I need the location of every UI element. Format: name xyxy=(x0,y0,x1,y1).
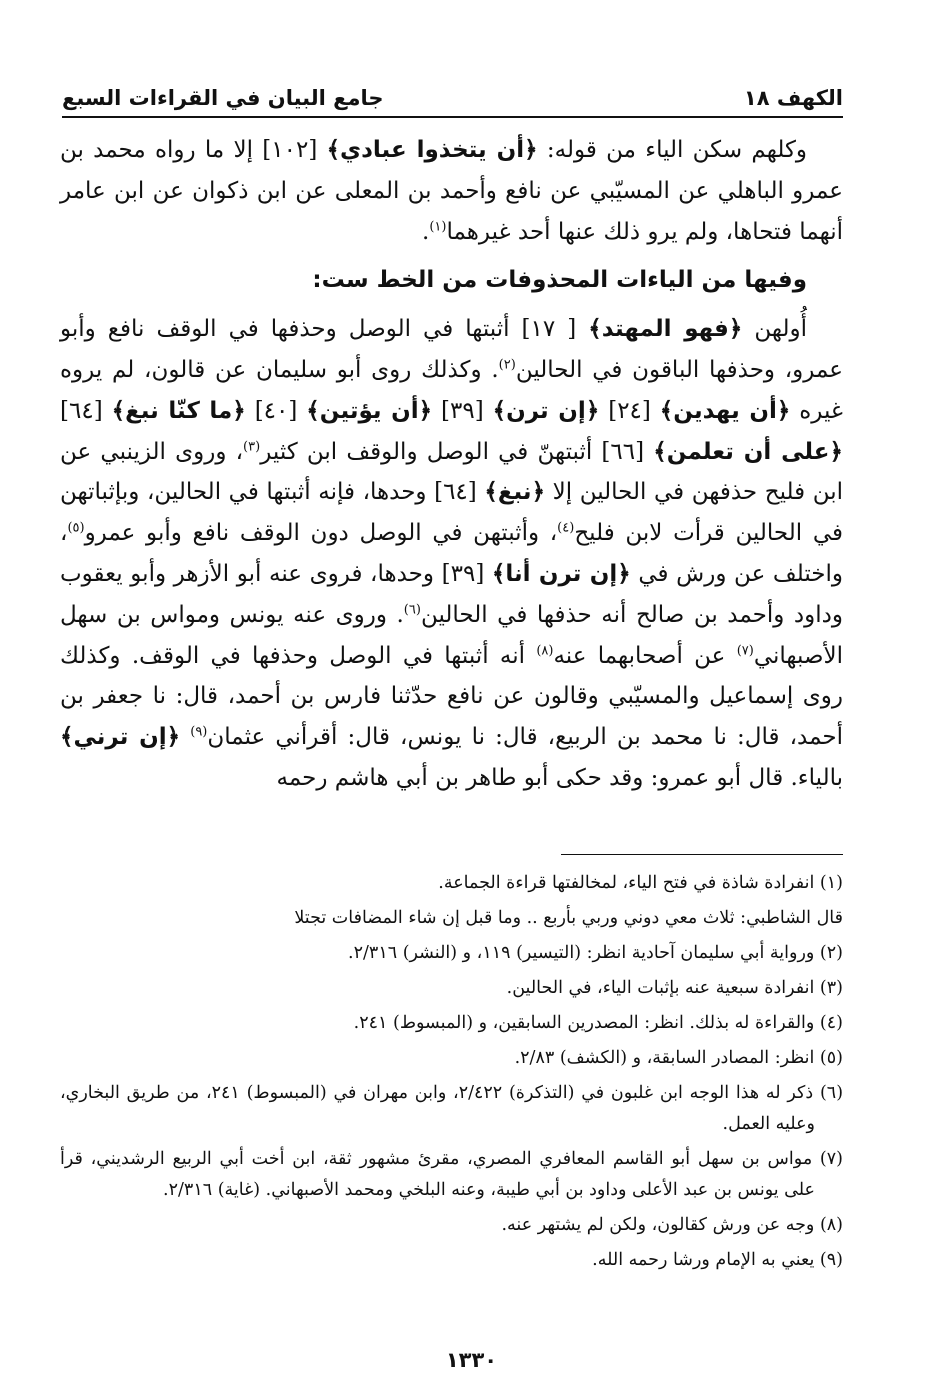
footnote-2: (٢) ورواية أبي سليمان آحادية انظر: (التيسير) ١١٩، و (النشر) ٢/٣١٦. xyxy=(348,943,843,963)
quran-quote: ﴿إن ترن﴾ xyxy=(492,397,600,424)
text-run: [٤٠] xyxy=(245,397,307,424)
footnote-9: (٩) يعني به الإمام ورشا رحمه الله. xyxy=(592,1250,843,1270)
header-surah: الكهف ١٨ xyxy=(743,86,843,110)
footnote-ref: (٨) xyxy=(536,642,554,658)
footnotes xyxy=(60,868,843,1280)
footnote-ref: (٩) xyxy=(190,724,208,740)
footnote-6: (٦) ذكر له هذا الوجه ابن غلبون في (التذكرة) ٢/٤٢٢، وابن مهران في (المبسوط) ٢٤١، من طريق البخاري، وعليه العمل. xyxy=(60,1083,844,1134)
quran-quote: ﴿ما كنّا نبغ﴾ xyxy=(111,397,246,424)
text-run: [٣٩] xyxy=(432,397,493,424)
text-run: . وروى عنه يونس ومواس بن سهل الأصبهاني xyxy=(60,601,843,669)
footnote-ref: (٤) xyxy=(557,520,575,536)
text-run: أنه أثبتها في الوصل وحذفها في الوقف. وكذلك روى إسماعيل والمسيّبي وقالون عن نافع حدّثنا فارس بن أحمد، قال: نا جعفر بن أحمد، قال: نا محمد بن الربيع، قال: نا يونس، قال: أقرأني عثمان xyxy=(60,642,843,751)
footnote-3: (٣) انفرادة سبعية عنه بإثبات الياء، في الحالين. xyxy=(506,978,843,998)
text-run: بالياء. قال أبو عمرو: وقد حكى أبو طاهر بن أبي هاشم رحمه xyxy=(276,764,843,791)
section-heading: وفيها من الياءات المحذوفات من الخط ست: xyxy=(312,267,807,294)
footnote-1: (١) انفرادة شاذة في فتح الياء، لمخالفتها قراءة الجماعة. xyxy=(438,873,843,893)
text-run: أُولهن xyxy=(742,316,807,343)
quran-quote: ﴿إن ترن أنا﴾ xyxy=(491,560,631,587)
text-run: [ ١٧] أثبتها في الوصل وحذفها في الوقف نافع وأبو عمرو، وحذفها الباقون في الحالين xyxy=(60,316,844,383)
text-run: [٦٦] أثبتهنّ في الوصل والوقف ابن كثير xyxy=(260,438,654,465)
footnote-5: (٥) انظر: المصادر السابقة، و (الكشف) ٢/٨٣. xyxy=(514,1048,843,1068)
footnote-1-verse: قال الشاطبي: ثلاث معي دوني وربي بأربع .. وما قبل إن شاء المضافات تجتلا xyxy=(294,908,843,928)
footnote-8: (٨) وجه عن ورش كقالون، ولكن لم يشتهر عنه. xyxy=(501,1215,843,1235)
quran-quote: ﴿على أن تعلمن﴾ xyxy=(653,438,843,465)
text-run: [٦٤] xyxy=(60,397,112,424)
text-run: [٢٤] xyxy=(599,397,660,424)
header-book-title: جامع البيان في القراءات السبع xyxy=(62,86,384,110)
page-number: ١٣٣٠ xyxy=(445,1348,498,1372)
quran-quote: ﴿أن يتخذوا عبادي﴾ xyxy=(326,137,538,163)
footnote-ref: (١) xyxy=(429,218,447,234)
main-text xyxy=(60,130,843,799)
quran-quote: ﴿أن يؤتين﴾ xyxy=(306,397,433,424)
quran-quote: ﴿إن ترني﴾ xyxy=(60,724,181,751)
quran-quote: ﴿أن يهدين﴾ xyxy=(659,397,791,424)
text-run: ، وأثبتهن في الوصل دون الوقف نافع وأبو عمرو xyxy=(84,520,558,547)
footnote-ref: (٢) xyxy=(498,357,516,373)
footnote-ref: (٣) xyxy=(243,438,261,454)
footnote-ref: (٧) xyxy=(736,642,754,658)
paragraph-2 xyxy=(60,309,843,799)
quran-quote: ﴿نبغ﴾ xyxy=(484,479,546,506)
paragraph-1 xyxy=(60,130,843,252)
footnote-ref: (٥) xyxy=(67,520,85,536)
text-run: . xyxy=(422,218,430,245)
text-run: ، وروى الزينبي عن ابن فليح حذفهن في الحالين إلا xyxy=(60,438,843,506)
text-run: عن أصحابهما عنه xyxy=(553,642,737,669)
footnote-7: (٧) مواس بن سهل أبو القاسم المعافري المصري، مقرئ مشهور ثقة، ابن أخت أبي الربيع الرشديني، قرأ على يونس بن عبد الأعلى وداود بن أبي طيبة، وعنه البلخي ومحمد الأصبهاني. (غاية) ٢/٣١٦. xyxy=(60,1149,843,1200)
text-run: [٣٩] وحدها، فروى عنه أبو الأزهر وأبو يعقوب وداود وأحمد بن صالح أنه حذفها في الحالين xyxy=(60,560,844,628)
footnote-4: (٤) والقراءة له بذلك. انظر: المصدرين السابقين، و (المبسوط) ٢٤١. xyxy=(353,1013,843,1033)
text-run: ، واختلف عن ورش في xyxy=(60,520,843,587)
footnote-ref: (٦) xyxy=(403,602,421,618)
quran-quote: ﴿فهو المهتد﴾ xyxy=(588,316,743,343)
text-run: وكلهم سكن الياء من قوله: xyxy=(537,137,808,163)
footnote-separator xyxy=(561,854,843,855)
text-run: [٦٤] وحدها، فإنه أثبتها في الحالين، وبإثباتهن في الحالين قرأت لابن فليح xyxy=(60,479,843,547)
text-run: [١٠٢] إلا ما رواه محمد بن عمرو الباهلي عن المسيّبي عن نافع وأحمد بن المعلى عن ابن ذكوان عن ابن عامر أنهما فتحاها، ولم يرو ذلك عنها أحد غيرهما xyxy=(60,137,843,245)
running-header xyxy=(62,78,843,118)
text-run: . وكذلك روى أبو سليمان عن قالون، لم يروه غيره xyxy=(60,356,843,424)
